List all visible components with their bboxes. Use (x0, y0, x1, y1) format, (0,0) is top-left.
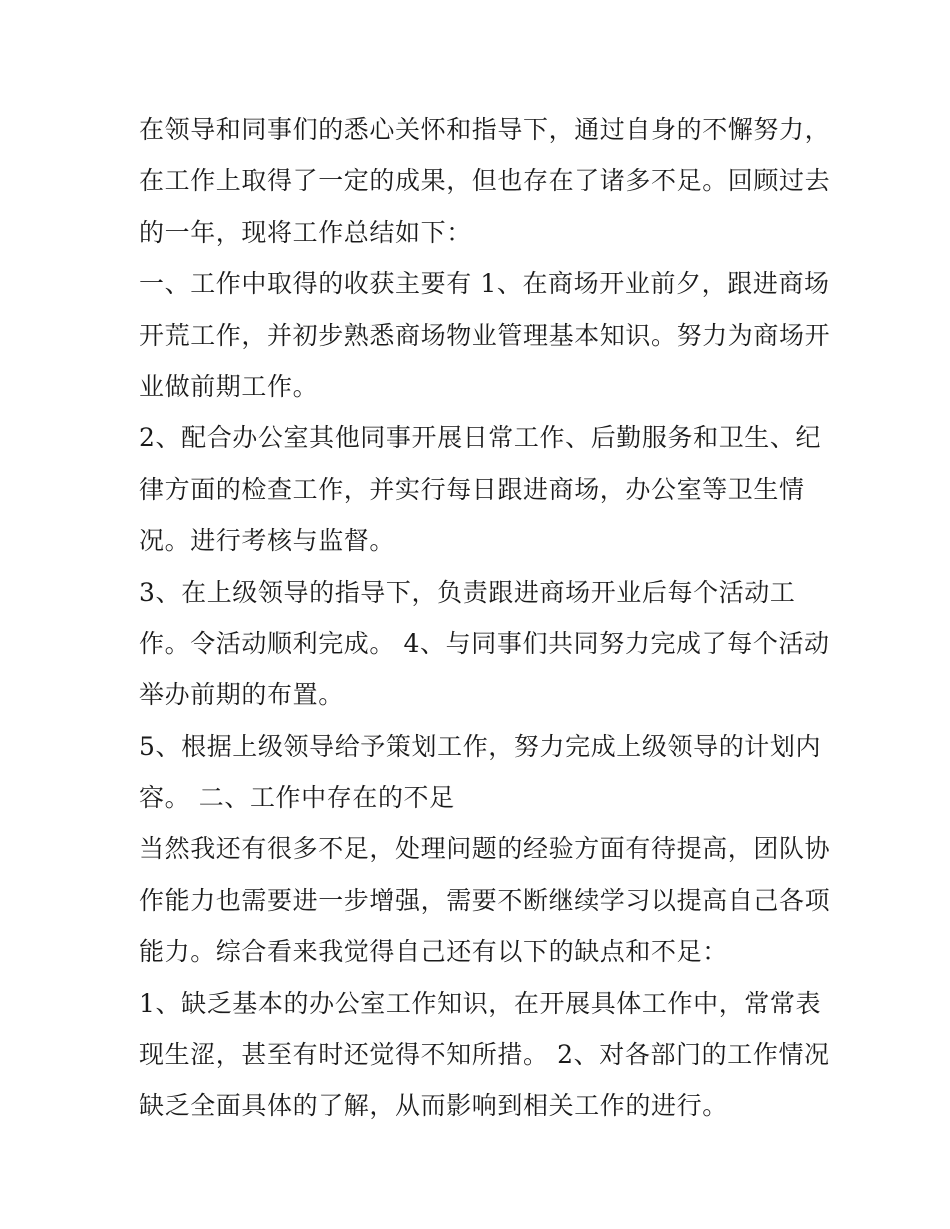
body-line: 在领导和同事们的悉心关怀和指导下，通过自身的不懈努力， (139, 115, 831, 144)
body-line: 的一年，现将工作总结如下： (139, 217, 472, 247)
body-line: 在工作上取得了一定的成果，但也存在了诸多不足。回顾过去 (139, 166, 831, 196)
body-line: 业做前期工作。 (139, 371, 319, 401)
body-line: 作。令活动顺利完成。 4、与同事们共同努力完成了每个活动 (139, 628, 830, 658)
body-line: 作能力也需要进一步增强，需要不断继续学习以提高自己各项 (139, 885, 831, 915)
body-line: 能力。综合看来我觉得自己还有以下的缺点和不足： (139, 937, 728, 967)
body-line: 1、缺乏基本的办公室工作知识，在开展具体工作中，常常表 (139, 988, 822, 1018)
document-body (139, 104, 831, 1132)
body-line: 律方面的检查工作，并实行每日跟进商场，办公室等卫生情 (139, 474, 805, 504)
body-line: 当然我还有很多不足，处理问题的经验方面有待提高，团队协 (139, 834, 831, 864)
body-line: 况。进行考核与监督。 (139, 526, 396, 556)
body-line: 5、根据上级领导给予策划工作，努力完成上级领导的计划内 (139, 731, 822, 761)
body-line: 开荒工作，并初步熟悉商场物业管理基本知识。努力为商场开 (139, 320, 831, 350)
body-line: 容。 二、工作中存在的不足 (139, 783, 455, 813)
body-line: 缺乏全面具体的了解，从而影响到相关工作的进行。 (139, 1091, 728, 1121)
body-line: 现生涩，甚至有时还觉得不知所措。 2、对各部门的工作情况 (139, 1040, 830, 1070)
body-line: 2、配合办公室其他同事开展日常工作、后勤服务和卫生、纪 (139, 423, 822, 453)
body-line: 举办前期的布置。 (139, 680, 344, 710)
body-line: 3、在上级领导的指导下，负责跟进商场开业后每个活动工 (139, 577, 796, 607)
body-line: 一、工作中取得的收获主要有 1、在商场开业前夕，跟进商场 (139, 269, 830, 299)
